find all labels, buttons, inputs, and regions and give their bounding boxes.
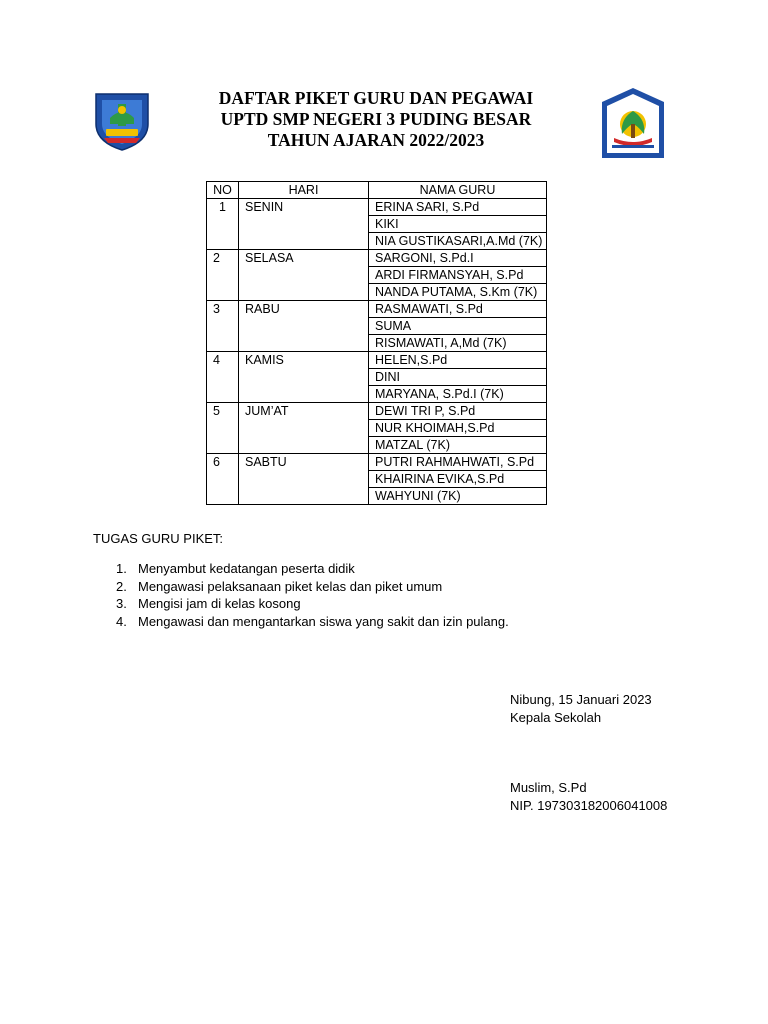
list-item-text: Menyambut kedatangan peserta didik [138, 561, 355, 576]
table-row [207, 403, 547, 420]
list-item-text: Mengawasi pelaksanaan piket kelas dan piket umum [138, 578, 443, 594]
day-number: 4 [207, 352, 239, 403]
table-header-row [207, 182, 547, 199]
teacher-name: DEWI TRI P, S.Pd [369, 403, 547, 420]
list-item-number: 4. [116, 613, 127, 629]
table-row [207, 352, 547, 369]
title-line-3: TAHUN AJARAN 2022/2023 [267, 130, 485, 150]
duty-tasks-section [93, 531, 509, 630]
duty-schedule-table [206, 181, 547, 505]
teacher-name: DINI [369, 369, 547, 386]
list-item [93, 560, 509, 578]
teacher-name: MARYANA, S.Pd.I (7K) [369, 386, 547, 403]
day-name: SABTU [239, 454, 369, 505]
day-name: SENIN [239, 199, 369, 250]
teacher-name: SUMA [369, 318, 547, 335]
teacher-name: HELEN,S.Pd [369, 352, 547, 369]
teacher-name: KHAIRINA EVIKA,S.Pd [369, 471, 547, 488]
teacher-name: PUTRI RAHMAHWATI, S.Pd [369, 454, 547, 471]
table-row [207, 250, 547, 267]
signature-block [510, 691, 667, 815]
list-item [93, 578, 509, 596]
day-name: KAMIS [239, 352, 369, 403]
signatory-position: Kepala Sekolah [510, 710, 602, 725]
teacher-name: KIKI [369, 216, 547, 233]
teacher-name: RASMAWATI, S.Pd [369, 301, 547, 318]
day-number: 3 [207, 301, 239, 352]
day-name: SELASA [239, 250, 369, 301]
day-number: 2 [207, 250, 239, 301]
list-item-text: Mengawasi dan mengantarkan siswa yang sakit dan izin pulang. [138, 613, 509, 629]
list-item-text: Mengisi jam di kelas kosong [138, 596, 301, 611]
column-header-hari: HARI [239, 182, 369, 199]
teacher-name: WAHYUNI (7K) [369, 488, 547, 505]
list-item-number: 3. [116, 596, 127, 611]
table-row [207, 199, 547, 216]
teacher-name: ARDI FIRMANSYAH, S.Pd [369, 267, 547, 284]
title-line-2: UPTD SMP NEGERI 3 PUDING BESAR [220, 109, 532, 129]
place-date: Nibung, 15 Januari 2023 [510, 692, 652, 707]
table-row [207, 301, 547, 318]
regency-crest-logo [92, 88, 152, 152]
tasks-list [93, 560, 509, 630]
day-name: RABU [239, 301, 369, 352]
signature-space [510, 727, 667, 779]
teacher-name: ERINA SARI, S.Pd [369, 199, 547, 216]
list-item [93, 595, 509, 613]
column-header-nama-guru: NAMA GURU [369, 182, 547, 199]
school-badge-logo [598, 86, 668, 160]
tasks-heading: TUGAS GURU PIKET: [93, 531, 224, 546]
day-name: JUM’AT [239, 403, 369, 454]
teacher-name: SARGONI, S.Pd.I [369, 250, 547, 267]
teacher-name: NANDA PUTAMA, S.Km (7K) [369, 284, 547, 301]
teacher-name: MATZAL (7K) [369, 437, 547, 454]
list-item-number: 2. [116, 578, 127, 594]
column-header-no: NO [207, 182, 239, 199]
regency-crest-shield-icon [92, 88, 152, 152]
table-row [207, 454, 547, 471]
document-title [176, 88, 576, 151]
teacher-name: RISMAWATI, A,Md (7K) [369, 335, 547, 352]
signatory-nip: NIP. 197303182006041008 [510, 798, 668, 813]
teacher-name: NIA GUSTIKASARI,A.Md (7K) [369, 233, 547, 250]
teacher-name: NUR KHOIMAH,S.Pd [369, 420, 547, 437]
day-number: 1 [207, 199, 239, 250]
list-item [93, 613, 509, 631]
list-item-number: 1. [116, 561, 127, 576]
school-badge-icon [598, 86, 668, 160]
day-number: 6 [207, 454, 239, 505]
signatory-name: Muslim, S.Pd [510, 780, 587, 795]
day-number: 5 [207, 403, 239, 454]
title-line-1: DAFTAR PIKET GURU DAN PEGAWAI [218, 88, 534, 108]
